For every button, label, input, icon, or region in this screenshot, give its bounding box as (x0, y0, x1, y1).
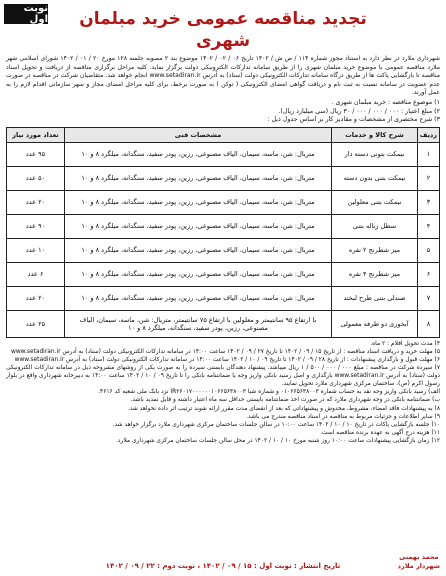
publication-dates: تاریخ انتشار : نوبت اول : ۱۵ / ۰۹ / ۱۴۰۲ ، نوبت دوم : ۲۲ / ۰۹ / ۱۴۰۲ (105, 562, 341, 570)
row-spec: متریال: شن، ماسه، سیمان، الیاف مصنوعی، رزین، پودر سفید، سنگدانه، میلگرد ۸ و ۱۰ (65, 142, 332, 166)
table-row (7, 286, 440, 310)
row-spec: متریال: شن، ماسه، سیمان، الیاف مصنوعی، رزین، پودر سفید، سنگدانه، میلگرد ۸ و ۱۰ (65, 190, 332, 214)
note-deposit-cash: الف) رسید بانکی واریز وجه نقد به حساب شماره ۰۱۰۶۶۵۶۳۸۰۰۳ و شماره شبا IR۲۶۰۱۷۰۰۰۰۰۰۱۰۶۶۵۶۳۸۰۰۳ نزد بانک ملی شعبه کد ۴۶۱۶. (98, 389, 440, 396)
row-index: ۳ (418, 190, 440, 214)
note-opening-session: ۱۰) جلسه بازگشایی پاکات در تاریخ ۱۰ / ۱۰ / ۱۴۰۲ ساعت ۱۰:۰۰ در سالن جلسات ساختمان مرکزی شهرداری ملارد برگزار خواهد شد. (112, 421, 440, 428)
row-name: سطل زباله بتنی (332, 214, 418, 238)
row-name: صندلی بتنی طرح لبخند (332, 286, 418, 310)
row-qty: ۹۵ عدد (7, 142, 65, 166)
signatory-name: محمد بهمنی (399, 553, 439, 561)
item-budget: ۲) مبلغ اعتبار : ۰۰۰ / ۰۰۰ / ۰۰۰ / ۳۰ ریال (سی میلیارد ریال). (278, 107, 440, 115)
header-spec: مشخصات فنی (65, 127, 332, 142)
footer (6, 545, 440, 571)
publication-round-badge: نوبت اول (4, 4, 48, 24)
note-invalid-bids: ۸) به پیشنهادات فاقد امضاء، مشروط، مخدوش و پیشنهاداتی که بعد از انقضای مدت مقرر ارائه شوند ترتیب اثر داده نخواهد شد. (127, 405, 440, 412)
signatory-role: شهردار ملارد (397, 562, 440, 570)
table-row (7, 238, 440, 262)
header-name: شرح کالا و خدمات (332, 127, 418, 142)
row-qty: ۹۰ عدد (7, 214, 65, 238)
note-bid-deadline: ۶) مهلت قبول و بارگذاری پیشنهادات : از تاریخ ۲۸ / ۰۹ / ۱۴۰۲ تا تاریخ ۰۹ / ۱۰ / ۱۴۰۲ ساعت ۱۴:۰۰ در سامانه تدارکات الکترونیکی دولت (ستاد) به آدرس www.setadiran.ir (14, 356, 440, 363)
spec-table-header (7, 127, 440, 142)
row-index: ۵ (418, 238, 440, 262)
note-opening-time: ۱۲) زمان بازگشایی پیشنهادات ساعت ۱۰:۰۰ روز شنبه مورخ ۱۰ / ۱۰ / ۱۴۰۲ در محل سالن جلسات ساختمان مرکزی شهرداری ملارد. (116, 437, 440, 444)
row-spec: متریال: شن، ماسه، سیمان، الیاف مصنوعی، رزین، پودر سفید، سنگدانه، میلگرد ۸ و ۱۰ (65, 238, 332, 262)
row-spec: با ارتفاع ۹۵ سانتیمتر و معلولین با ارتفاع ۷۵ سانتیمتر، متریال: شن، ماسه، سیمان، الیاف مصنوعی، رزین، پودر سفید، سنگدانه، میلگرد ۸ و ۱۰ (65, 310, 332, 337)
row-spec: متریال: شن، ماسه، سیمان، الیاف مصنوعی، رزین، پودر سفید، سنگدانه، میلگرد ۸ و ۱۰ (65, 262, 332, 286)
row-name: میز شطرنج ۲ نفره (332, 238, 418, 262)
note-delivery: ۴) مدت تحویل اقلام : ۲ ماه. (370, 340, 440, 347)
row-index: ۲ (418, 166, 440, 190)
row-qty: ۶ عدد (7, 262, 65, 286)
row-name: نیمکت بتنی بدون دسته (332, 166, 418, 190)
item-subject: ۱) موضوع مناقصه : خرید مبلمان شهری . (331, 98, 440, 106)
table-row (7, 214, 440, 238)
row-spec: متریال: شن، ماسه، سیمان، الیاف مصنوعی، رزین، پودر سفید، سنگدانه، میلگرد ۸ و ۱۰ (65, 286, 332, 310)
row-qty: ۲۰ عدد (7, 190, 65, 214)
table-row (7, 190, 440, 214)
note-deposit-guarantee: ب) ضمانتنامه بانکی در وجه شهرداری ملارد که در صورت اخذ ضمانتنامه بایستی حداقل سه ماه اعتبار داشته و قابل تمدید باشد. (130, 397, 440, 404)
table-row (7, 166, 440, 190)
row-qty: ۱۰ عدد (7, 238, 65, 262)
header-index: ردیف (418, 127, 440, 142)
row-index: ۷ (418, 286, 440, 310)
row-index: ۱ (418, 142, 440, 166)
row-index: ۴ (418, 214, 440, 238)
row-name: میز شطرنج ۴ نفره (332, 262, 418, 286)
notice-title: تجدید مناقصه عمومی خرید مبلمان شهری (79, 9, 367, 51)
item-spec-intro: ۳) شرح مختصری از مشخصات و مقادیر کار بر اساس جدول ذیل : (267, 116, 440, 124)
row-name: نیمکت بتونی دسته دار (332, 142, 418, 166)
row-name: نیمکت بتنی معلولین (332, 190, 418, 214)
row-qty: ۲۰ عدد (7, 286, 65, 310)
row-spec: متریال: شن، ماسه، سیمان، الیاف مصنوعی، رزین، پودر سفید، سنگدانه، میلگرد ۸ و ۱۰ (65, 166, 332, 190)
spec-table (6, 127, 440, 338)
note-deposit: ۷) سپرده شرکت در مناقصه : مبلغ ۰۰۰ / ۰۰۰ / ۵۰۰ / ۱ ریال میباشد. پیشنهاد دهندگان بایستی سپرده را به صورت یکی از روشهای مشروحه ذیل در سامانه تدارکات الکترونیکی دولت (ستاد) به آدرس www.setadiran.ir بارگذاری و اصل رسید بانکی واریز وجه یا ضمانتنامه بانکی را تا تاریخ ۰۹ / ۱۰ / ۱۴۰۲ ساعت ۱۴:۰۰ به دبیرخانه شهرداری واقع در بلوار رسول اکرم (ص)، ساختمان مرکزی شهرداری ملارد تحویل نمایند. (6, 365, 441, 388)
table-row (7, 142, 440, 166)
row-index: ۸ (418, 310, 440, 337)
row-qty: ۵۰ عدد (7, 166, 65, 190)
header-qty: تعداد مورد نیاز (7, 127, 65, 142)
notes-section (6, 340, 440, 445)
row-name: آبخوری دو طرفه معمولی (332, 310, 418, 337)
note-ad-cost: ۱۱) هزینه درج آگهی به عهده برنده مناقصه است. (320, 429, 440, 436)
table-row (7, 310, 440, 337)
table-row (7, 262, 440, 286)
note-document-deadline: ۵) مهلت خرید و دریافت اسناد مناقصه : از تاریخ ۱۵ / ۰۹ / ۱۴۰۲ تا تاریخ ۲۷ / ۰۹ / ۱۴۰۲ ساعت ۱۴:۰۰ در سامانه تدارکات الکترونیکی دولت (ستاد) به آدرس www.setadiran.ir (11, 348, 440, 355)
row-index: ۶ (418, 262, 440, 286)
row-qty: ۲۵ عدد (7, 310, 65, 337)
row-spec: متریال: شن، ماسه، سیمان، الیاف مصنوعی، رزین، پودر سفید، سنگدانه، میلگرد ۸ و ۱۰ (65, 214, 332, 238)
note-other-info: ۹) سایر اطلاعات و جزئیات مربوط به مناقصه در اسناد مناقصه مندرج می باشد. (246, 413, 440, 420)
intro-paragraph: شهرداری ملارد در نظر دارد به استناد مجوز شماره ۱۱۴ / ص ش / ۱۴۰۲ تاریخ ۰۶ / ۰۲ / ۱۴۰۲ موضوع بند ۲ مصوبه جلسه ۱۲۸ مورخ ۲۰ / ۰۱ / ۱۴۰۲ شورای اسلامی شهر ملارد مناقصه عمومی با موضوع خرید مبلمان شهری را از طریق سامانه تدارکات الکترونیکی دولت برگزار نماید. کلیه مراحل برگزاری مناقصه از دریافت و تحویل اسناد مناقصه تا بازگشایی پاکت ها از طریق درگاه سامانه تدارکات الکترونیکی دولت (ستاد) به آدرس www.setadiran.ir انجام خواهد شد. متقاضیان شرکت در مناقصه در صورت عدم عضویت در سامانه نسبت به ثبت نام و دریافت گواهی امضای الکترونیکی ( توکن ) به صورت برخط، برای کلیه مراحل امضای مجاز و سهر سازمانی اقدام لازم را به عمل آورند. (6, 55, 440, 97)
